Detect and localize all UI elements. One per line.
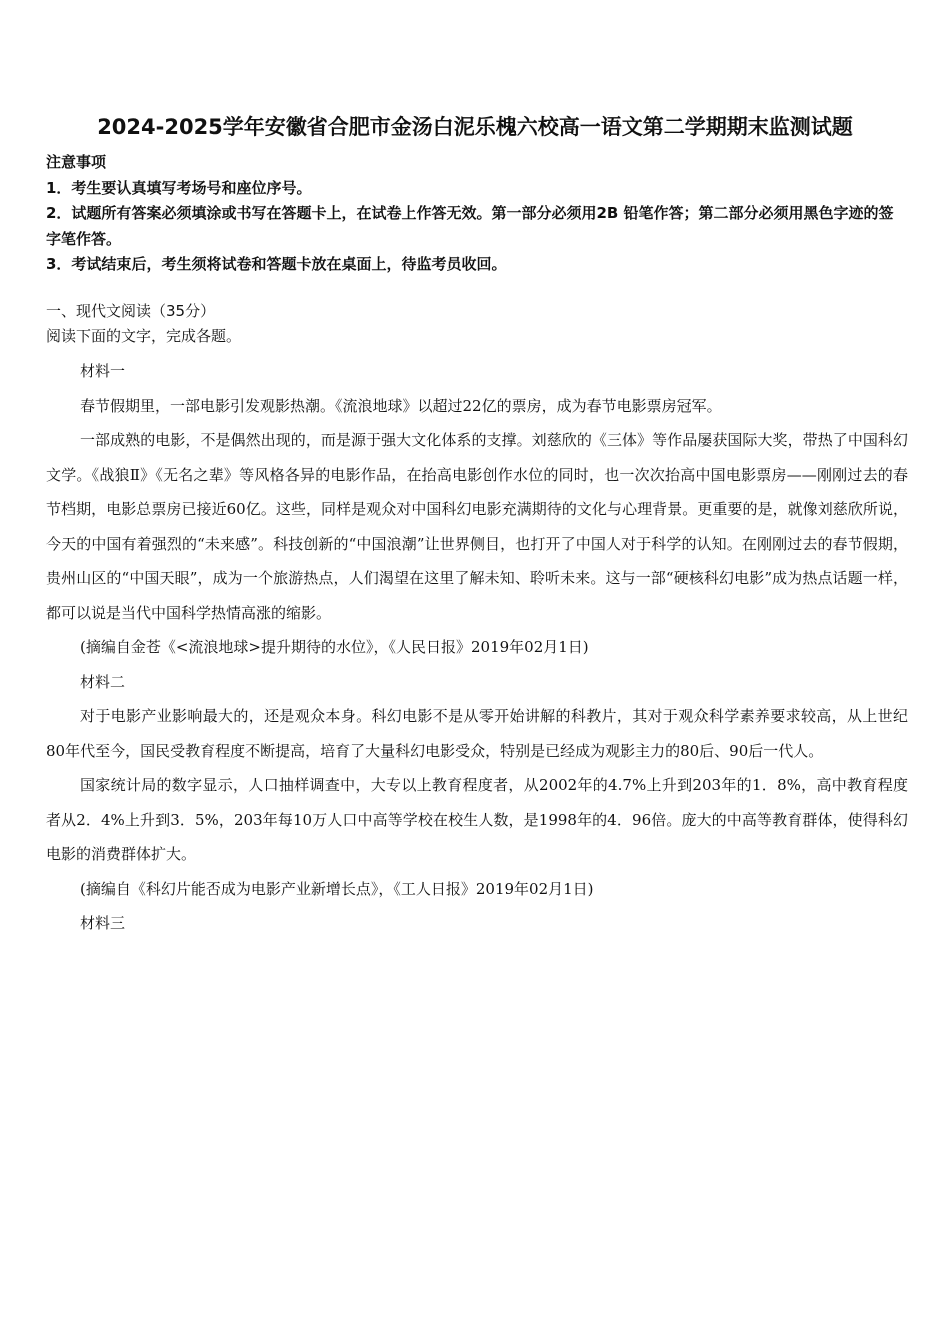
material-paragraph: 一部成熟的电影，不是偶然出现的，而是源于强大文化体系的支撑。刘慈欣的《三体》等作品屡获国际大奖，带热了中国科幻文学。《战狼Ⅱ》《无名之辈》等风格各异的电影作品，在抬高电影创作水位的同时，也一次次抬高中国电影票房——刚刚过去的春节档期，电影总票房已接近60亿。这些，同样是观众对中国科幻电影充满期待的文化与心理背景。更重要的是，就像刘慈欣所说，今天的中国有着强烈的“未来感”。科技创新的“中国浪潮”让世界侧目，也打开了中国人对于科学的认知。在刚刚过去的春节假期，贵州山区的“中国天眼”，成为一个旅游热点，人们渴望在这里了解未知、聆听未来。这与一部“硬核科幻电影”成为热点话题一样，都可以说是当代中国科学热情高涨的缩影。 — [46, 431, 908, 622]
material-label: 材料二 — [80, 672, 126, 691]
section-header — [46, 299, 908, 349]
material-label: 材料三 — [80, 914, 126, 932]
notice-item: 3．考试结束后，考生须将试卷和答题卡放在桌面上，待监考员收回。 — [46, 255, 507, 273]
material-paragraph: 对于电影产业影响最大的，还是观众本身。科幻电影不是从零开始讲解的科教片，其对于观众科学素养要求较高，从上世纪80年代至今，国民受教育程度不断提高，培育了大量科幻电影受众，特别是已经成为观影主力的80后、90后一代人。 — [46, 707, 908, 760]
material-source: (摘编自《科幻片能否成为电影产业新增长点》，《工人日报》2019年02月1日) — [80, 879, 594, 898]
document-title: 2024-2025学年安徽省合肥市金汤白泥乐槐六校高一语文第二学期期末监测试题 — [97, 115, 853, 139]
notice-block — [46, 150, 908, 278]
notice-heading: 注意事项 — [46, 153, 107, 171]
notice-item: 2．试题所有答案必须填涂或书写在答题卡上，在试卷上作答无效。第一部分必须用2B 铅笔作答；第二部分必须用黑色字迹的签字笔作答。 — [46, 204, 894, 248]
material-paragraph: 春节假期里，一部电影引发观影热潮。《流浪地球》以超过22亿的票房，成为春节电影票房冠军。 — [80, 396, 722, 415]
material-paragraph: 国家统计局的数字显示，人口抽样调查中，大专以上教育程度者，从2002年的4.7%上升到203年的1．8%，高中教育程度者从2．4%上升到3．5%，203年每10万人口中高等学校在校生人数，是1998年的4．96倍。庞大的中高等教育群体，使得科幻电影的消费群体扩大。 — [46, 776, 908, 863]
section-intro: 阅读下面的文字，完成各题。 — [46, 327, 242, 345]
section-title: 一、现代文阅读（35分） — [46, 302, 216, 320]
material-label: 材料一 — [80, 362, 126, 380]
material-source: (摘编自金苍《<流浪地球>提升期待的水位》，《人民日报》2019年02月1日) — [80, 638, 589, 656]
notice-item: 1．考生要认真填写考场号和座位序号。 — [46, 178, 312, 197]
reading-materials — [46, 354, 908, 941]
